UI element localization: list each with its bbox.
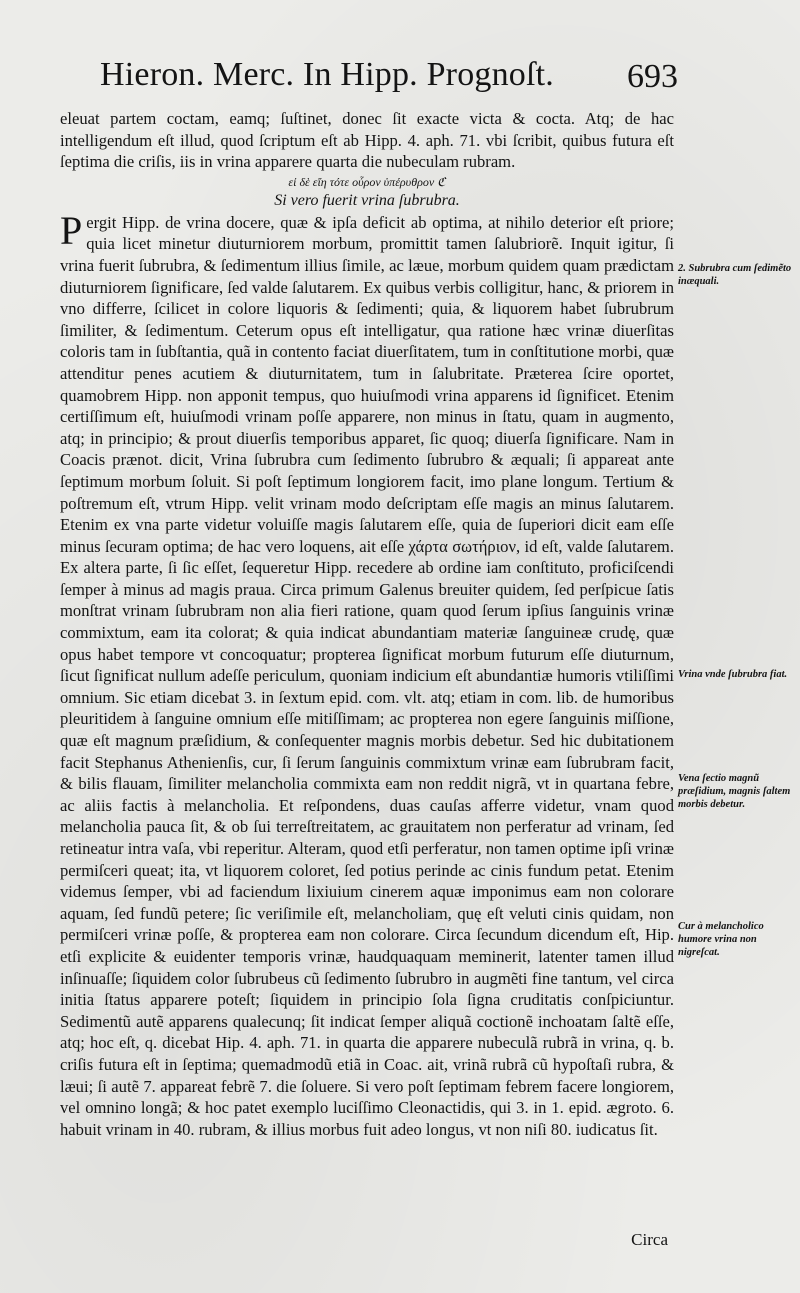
margin-note: 2. Subrubra cum ſedimẽto inæquali.	[678, 263, 792, 287]
margin-note: Vena ſectio magnũ præſidium, magnis ſaltem morbis debetur.	[678, 773, 791, 810]
greek-quotation: εἰ δὲ εἴη τότε οὖρον ὑπέρυθρον ℭ	[288, 174, 446, 189]
lemma-heading: Si vero fuerit vrina ſubrubra.	[274, 191, 460, 209]
catchword: Circa	[631, 1230, 668, 1249]
commentary-text: ergit Hipp. de vrina docere, quæ & ipſa deficit ab optima, at nihilo deterior eſt priore; quia licet minetur diuturniorem morbum, promittit tamen ſalubriorẽ. Inquit igitur, ſi vrina fuerit ſubrubra, & ſedimentum illius ſimile, ac læue, morbum quidem quam prædictam diuturniorem ſignificare, ſed valde ſalutarem. Ex quibus verbis colligitur, hanc, & priorem in vno differre, ſcilicet in colore liquoris & ſedimenti; quia, & liquorem habet ſubrubrum ſimiliter, & ſedimentum. Ceterum opus eſt intelligatur, qua ratione hæc vrinæ diuerſitas coloris tam in ſubſtantia, quã in contento faciat diuerſitatem, tum in conſtitutione morbi, quæ attenditur penes acutiem & diuturnitatem, tum in ſalubritate. Præterea ſcire oportet, quamobrem Hipp. non apponit tempus, quo huiuſmodi vrina apparens id ſignificet. Etenim certiſſimum eſt, huiuſmodi vrinam poſſe apparere, non minus in ſtatu, quam in augmento, atq; in principio; & prout diuerſis temporibus apparet, ſic quoq; diuerſa ſignificare. Nam in Coacis prænot. dicit, Vrina ſubrubra cum ſedimento ſubrubro & æquali; ſi appareat ante ſeptimum morbum ſoluit. Si poſt ſeptimum longiorem facit, imo plane longum. Tertium & poſtremum eſt, vtrum Hipp. velit vrinam modo deſcriptam eſſe magis an minus ſalutarem. Etenim ex vna parte videtur voluiſſe magis ſalutarem eſſe, quia de ſuperiori dicit eam eſſe minus ſecuram optima; de hac vero loquens, ait eſſe χάρτα σωτήριον, id eſt, valde ſalutarem. Ex altera parte, ſi ſic eſſet, ſequeretur Hipp. recedere ab ordine iam conſtituto, proficiſcendi ſemper à minus ad magis praua. Circa primum Galenus breuiter quidem, ſed perſpicue ſatis monſtrat vrinam ſubrubram non alia fieri ratione, quam quod ſerum ipſius ſanguinis vrinæ commixtum, eam ita colorat; & quia indicat abundantiam materiæ ſanguineæ crudę, quæ opus habet tempore vt concoquatur; propterea ſignificat morbum futurum eſſe diuturnum, ſicut ſignificat nullum adeſſe periculum, quoniam indicium eſt abundantiæ humoris vtiliſſimi omnium. Sic etiam dicebat 3. in ſextum epid. com. vlt. atq; etiam in com. lib. de humoribus pleuritidem à ſanguine omnium eſſe mitiſſimam; ac propterea non egere ſanguinis miſſione, quæ eſt magnum præſidium, & conſequenter magnis morbis debetur. Sed hic dubitationem facit Stephanus Athenienſis, cur, ſi ſerum ſanguinis commixtum vrinæ eam ſubrubram facit, & bilis flauam, ſimiliter melancholia commixta eam non reddit nigrã, vt in quartana febre, ac aliis factis à melancholia. Et reſpondens, duas cauſas afferre videtur, vnam quod melancholia pauca ſit, & ob ſui terreſtreitatem, ac grauitatem non perferatur ad vrinam, ſed retineatur intra vaſa, vbi reperitur. Alteram, quod etſi perferatur, non tamen optime ipſi vrinæ permiſceri queat; ita, vt liquorem coloret, ſed potius perinde ac cinis fundum petat. Etenim videmus ſemper, vbi ad faciendum lixiuium cinerem aquæ imponimus eam non colorare aquam, ſed fundũ petere; ſic veriſimile eſt, melancholiam, quę eſt veluti cinis quidam, non permiſceri vrinæ poſſe, & propterea eam non colorare. Circa ſecundum dicendum eſt, Hip. etſi explicite & euidenter temporis vrinæ, haudquaquam meminerit, latenter tamen illud inſinuaſſe; ſiquidem color ſubrubeus cũ ſedimento ſubrubro in augmẽti fine tantum, vel circa initia ſtatus apparere poteſt; ſiquidem in principio ſola ſigna cruditatis conſpiciuntur. Sedimentũ autẽ apparens qualecunq; ſit indicat ſemper aliquã coctionẽ inchoatam ſaltẽ eſſe, atq; hoc eſt, q. dicebat Hip. 4. aph. 71. in quarta die apparere nubeculã rubrã in vrina, q. b. criſis futura eſt in ſeptima; quemadmodũ etiã in Coac. ait, vrinã rubrã cũ hypoſtaſi rubra, & læui; ſi autẽ 7. appareat febrẽ 7. die ſoluere. Si vero poſt ſeptimam febrem facere longiorem, vel omnino longã; & hoc patet exemplo luciſſimo Cleonactidis, qui 3. in 1. epid. ægroto. 6. habuit vrinam in 40. rubram, & illius morbus fuit adeo longus, vt non niſi 80. iudicatus ſit.	[60, 212, 674, 1139]
margin-note: Vrina vnde ſubrubra fiat.	[678, 669, 788, 680]
main-text-column	[60, 108, 674, 1140]
page-number: 693	[627, 58, 678, 95]
running-title: Hieron. Merc. In Hipp. Prognoſt.	[100, 56, 554, 93]
intro-paragraph: eleuat partem coctam, eamq; ſuſtinet, donec ſit exacte victa & cocta. Atq; de hac intelligendum eſt illud, quod ſcriptum eſt ab Hipp. 4. aph. 71. vbi ſcribit, quibus futura eſt ſeptima die criſis, iis in vrina apparere quarta die nubeculam rubram.	[60, 109, 674, 172]
commentary-paragraph	[60, 207, 674, 1141]
drop-capital: P	[60, 207, 83, 253]
running-header	[100, 56, 680, 108]
margin-note: Cur à melancholico humore vrina non nigreſcat.	[678, 921, 764, 958]
